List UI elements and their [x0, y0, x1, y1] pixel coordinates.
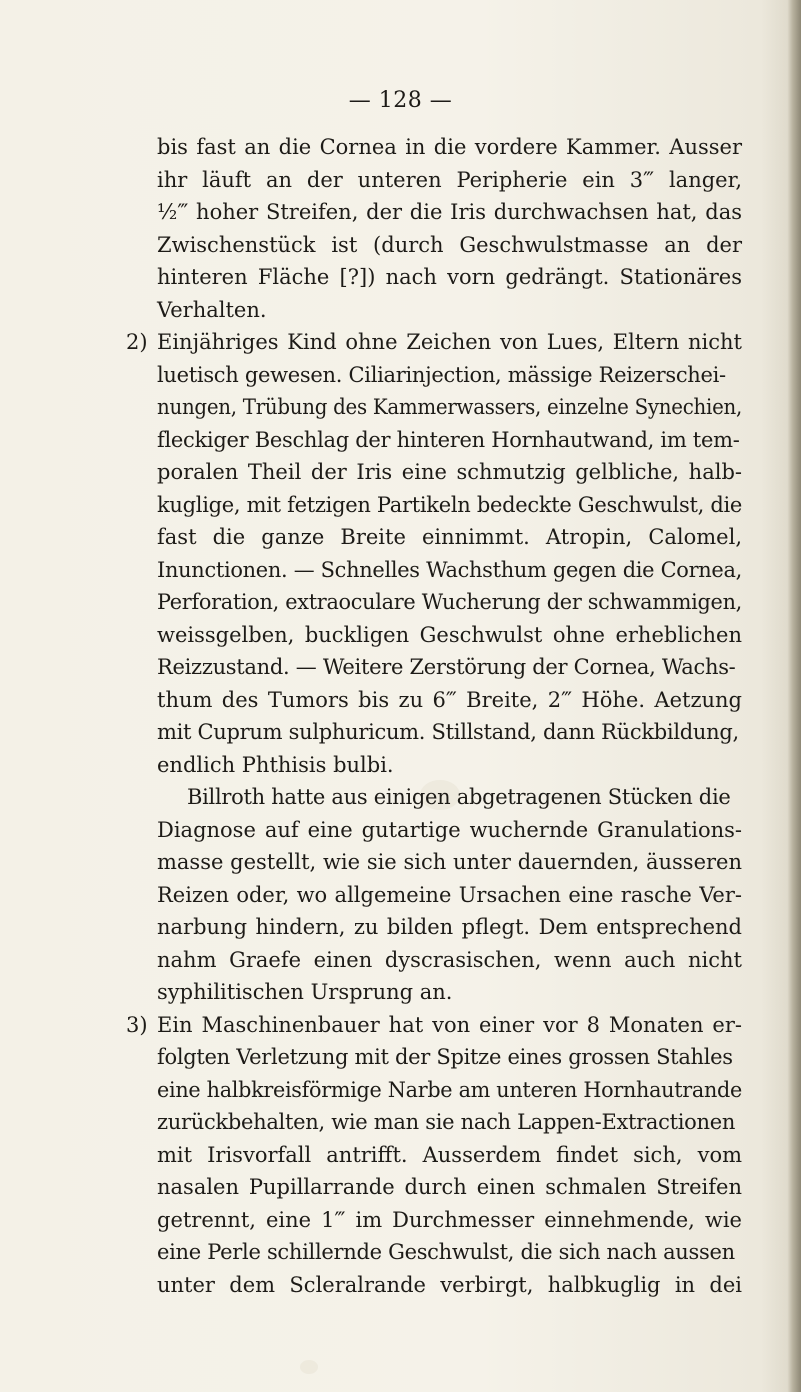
line-text: luetisch gewesen. Ciliarinjection, mässige Reizerschei- — [157, 362, 726, 387]
body-text — [126, 131, 742, 1301]
text-line — [157, 586, 742, 619]
text-line — [157, 1171, 742, 1204]
text-line — [157, 749, 742, 782]
text-line — [157, 196, 742, 229]
line-text: zurückbehalten, wie man sie nach Lappen-Extractionen — [157, 1110, 736, 1134]
page-number: — 128 — — [348, 88, 453, 113]
text-line — [157, 164, 742, 197]
line-text: Billroth hatte aus einigen abgetragenen Stücken die — [187, 785, 731, 809]
page-edge-shadow — [787, 0, 801, 1392]
line-text: Diagnose auf eine gutartige wuchernde Granulations- — [157, 817, 742, 842]
line-text: Zwischenstück ist (durch Geschwulstmasse an der — [157, 232, 742, 257]
text-line — [157, 1074, 742, 1107]
text-line — [157, 1139, 742, 1172]
line-text: ½‴ hoher Streifen, der die Iris durchwachsen hat, das — [157, 200, 742, 224]
line-text: kuglige, mit fetzigen Partikeln bedeckte Geschwulst, die — [157, 492, 742, 517]
line-text: Inunctionen. — Schnelles Wachsthum gegen die Cornea, — [157, 557, 742, 582]
line-text: fast die ganze Breite einnimmt. Atropin, Calomel, — [157, 525, 742, 549]
line-text: masse gestellt, wie sie sich unter dauernden, äusseren — [157, 850, 742, 874]
line-text: mit Cuprum sulphuricum. Stillstand, dann Rückbildung, — [157, 720, 739, 744]
text-line — [157, 359, 742, 392]
text-line — [157, 814, 742, 847]
text-line — [157, 944, 742, 977]
text-line — [157, 456, 742, 489]
text-line — [157, 651, 742, 684]
text-line — [126, 326, 742, 359]
line-text: Reizen oder, wo allgemeine Ursachen eine rasche Ver- — [157, 882, 742, 907]
line-text: weissgelben, buckligen Geschwulst ohne erheblichen — [157, 622, 742, 647]
line-text: eine halbkreisförmige Narbe am unteren Hornhautrande — [157, 1077, 742, 1102]
text-line — [157, 781, 742, 814]
text-line — [157, 1106, 742, 1139]
text-line — [157, 1269, 742, 1302]
text-line — [157, 1041, 742, 1074]
line-text: Ein Maschinenbauer hat von einer vor 8 Monaten er- — [157, 1012, 742, 1037]
line-text: hinteren Fläche [?]) nach vorn gedrängt. Stationäres — [157, 265, 742, 289]
text-line — [157, 879, 742, 912]
line-text: Verhalten. — [157, 297, 267, 322]
line-text: narbung hindern, zu bilden pflegt. Dem entsprechend — [157, 915, 742, 939]
text-line — [157, 294, 742, 327]
line-text: nasalen Pupillarrande durch einen schmalen Streifen — [157, 1175, 742, 1199]
text-line — [157, 684, 742, 717]
line-text: folgten Verletzung mit der Spitze eines grossen Stahles — [157, 1045, 733, 1069]
line-text: ihr läuft an der unteren Peripherie ein 3‴ langer, — [157, 167, 742, 192]
line-text: fleckiger Beschlag der hinteren Hornhautwand, im tem- — [157, 427, 740, 452]
text-line — [157, 554, 742, 587]
text-line — [157, 489, 742, 522]
text-line — [157, 261, 742, 294]
text-line — [157, 976, 742, 1009]
line-text: unter dem Scleralrande verbirgt, halbkuglig in dei — [157, 1272, 742, 1297]
line-text: Perforation, extraoculare Wucherung der schwammigen, — [157, 590, 742, 614]
line-text: nahm Graefe einen dyscrasischen, wenn auch nicht — [157, 947, 742, 972]
text-line — [157, 619, 742, 652]
line-text: poralen Theil der Iris eine schmutzig gelbliche, halb- — [157, 460, 742, 484]
list-number: 2) — [126, 330, 148, 354]
line-text: eine Perle schillernde Geschwulst, die sich nach aussen — [157, 1240, 735, 1264]
line-text: getrennt, eine 1‴ im Durchmesser einnehmende, wie — [157, 1207, 742, 1232]
line-text: thum des Tumors bis zu 6‴ Breite, 2‴ Höhe. Aetzung — [157, 687, 742, 712]
line-text: Reizzustand. — Weitere Zerstörung der Cornea, Wachs- — [157, 655, 736, 679]
text-line — [157, 1236, 742, 1269]
text-line — [157, 521, 742, 554]
text-line — [157, 229, 742, 262]
line-text: Einjähriges Kind ohne Zeichen von Lues, Eltern nicht — [157, 330, 742, 354]
list-number: 3) — [126, 1012, 148, 1037]
text-line — [157, 716, 742, 749]
line-text: endlich Phthisis bulbi. — [157, 752, 394, 777]
text-line — [157, 846, 742, 879]
line-text: nungen, Trübung des Kammerwassers, einzelne Synechien, — [157, 395, 742, 419]
line-text: mit Irisvorfall antrifft. Ausserdem findet sich, vom — [157, 1142, 742, 1167]
text-line — [126, 1009, 742, 1042]
text-line — [157, 131, 742, 164]
paper-stain — [300, 1360, 318, 1374]
text-line — [157, 1204, 742, 1237]
text-line — [157, 911, 742, 944]
text-line — [157, 391, 742, 424]
text-line — [157, 424, 742, 457]
line-text: bis fast an die Cornea in die vordere Kammer. Ausser — [157, 135, 742, 159]
line-text: syphilitischen Ursprung an. — [157, 980, 453, 1004]
